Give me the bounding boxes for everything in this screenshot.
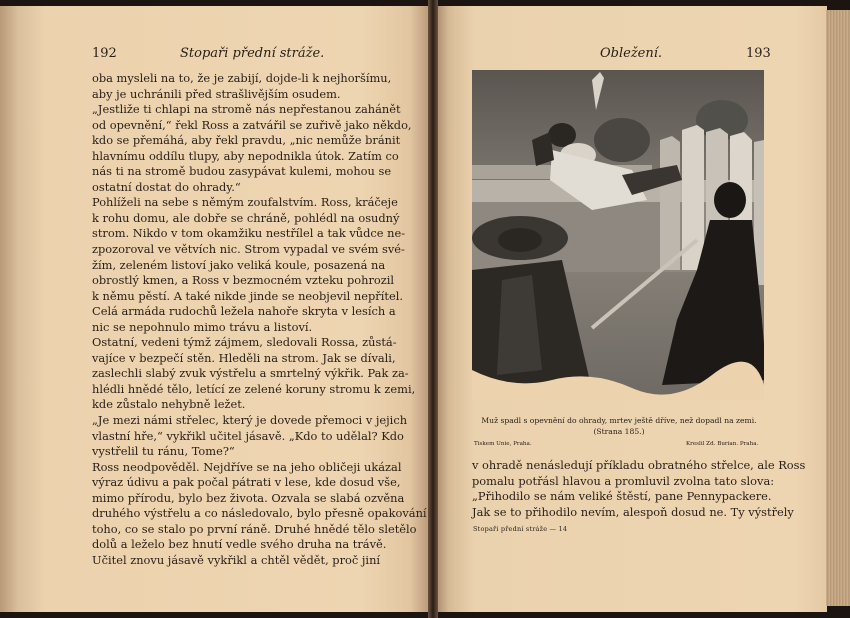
left-body-line: strom. Nikdo v tom okamžiku nestřílel a tak vůdce ne-	[92, 226, 406, 241]
right-page-number: 193	[746, 46, 771, 61]
left-body-line: výraz údivu a pak počal pátrati v lese, kde dosud vše,	[92, 475, 401, 490]
left-body-line: dolů a leželo bez hnutí vedle svého druha na trávě.	[92, 537, 387, 552]
left-body-line: hlavnímu oddílu tlupy, aby nepodnikla útok. Zatím co	[92, 148, 399, 163]
left-body-line: žím, zeleném listoví jako veliká koule, posazená na	[92, 257, 386, 272]
left-body-line: k němu pěstí. A také nikde jinde se neobjevil nepřítel.	[92, 288, 403, 303]
left-body-line: vajíce v bezpečí stěn. Hleděli na strom. Jak se dívali,	[92, 350, 396, 365]
left-body-line: obrostlý kmen, a Ross v bezmocném vzteku pohrozil	[92, 273, 395, 288]
left-body-line: mimo přírodu, bylo bez života. Ozvala se slabá ozvěna	[92, 490, 405, 505]
left-body-line: od opevnění,“ řekl Ross a zatvářil se zuřivě jako někdo,	[92, 117, 412, 132]
left-body-line: vlastní hře,“ vykřikl učitel jásavě. „Kdo to udělal? Kdo	[92, 428, 404, 443]
left-body-line: zaslechli slabý zvuk výstřelu a smrtelný výkřik. Pak za-	[92, 366, 409, 381]
left-running-title: Stopaři přední stráže.	[180, 46, 325, 61]
right-body-line: „Přihodilo se nám veliké štěstí, pane Pennypackere.	[472, 489, 772, 504]
right-body-text	[472, 458, 806, 520]
left-body-line: ostatní dostat do ohrady.“	[92, 179, 241, 194]
left-page-number: 192	[92, 46, 117, 61]
left-body-line: Pohlíželi na sebe s němým zoufalstvím. Ross, kráčeje	[92, 195, 398, 210]
right-running-title: Obležení.	[600, 46, 663, 61]
book-gutter	[428, 0, 438, 618]
left-body-line: druhého výstřelu a co následovalo, bylo přesně opakování	[92, 506, 427, 521]
right-body-line: pomalu potřásl hlavou a promluvil zvolna tato slova:	[472, 473, 775, 488]
right-body-line: v ohradě nenásledují příkladu obratného střelce, ale Ross	[472, 458, 806, 472]
left-body-line: Ross neodpověděl. Nejdříve se na jeho obličeji ukázal	[92, 459, 402, 474]
left-body-line: toho, co se stalo po první ráně. Druhé hnědé tělo sletělo	[92, 521, 417, 536]
left-body-line: nic se nepohnulo mimo trávu a listoví.	[92, 319, 313, 334]
right-page-header	[746, 46, 771, 61]
left-body-line: aby je uchránili před strašlivějším osudem.	[92, 86, 341, 101]
illustration	[472, 70, 764, 400]
left-body-line: zpozoroval ve větvích nic. Strom vypadal ve svém své-	[92, 242, 405, 257]
left-body-line: Učitel znovu jásavě vykřikl a chtěl vědět, proč jiní	[92, 552, 381, 567]
left-body-line: k rohu domu, ale dobře se chráně, pohlédl na osudný	[92, 210, 400, 225]
tree-icon	[594, 118, 650, 162]
left-body-line: kde zůstalo nehybně ležet.	[92, 397, 246, 412]
left-body-line: „Je mezi námi střelec, který je dovede přemoci v jejich	[92, 413, 408, 428]
right-body-line: Jak se to přihodilo nevím, alespoň dosud ne. Ty výstřely	[472, 504, 794, 519]
left-body-line: Celá armáda rudochů ležela nahoře skryta v lesích a	[92, 304, 396, 319]
illustration-caption: Muž spadl s opevnění do ohrady, mrtev ještě dříve, než dopadl na zemi. (Strana 185.)	[481, 416, 757, 436]
left-running-title-wrap	[180, 46, 324, 61]
credit-illustrator: Kreslil Zd. Burian. Praha.	[686, 441, 759, 447]
left-body-line: nás ti na stromě budou zasypávat kulemi, mohou se	[92, 164, 392, 179]
left-body-line: „Jestliže ti chlapi na stromě nás nepřestanou zahánět	[92, 102, 401, 117]
left-body-line: hlédli hnědé tělo, letící ze zelené koruny stromu k zemi,	[92, 381, 416, 396]
right-running-title-wrap	[600, 46, 662, 61]
footer-signature: Stopaři přední stráže — 14	[473, 525, 568, 533]
left-body-line: Ostatní, vedeni týmž zájmem, sledovali Rossa, zůstá-	[92, 335, 397, 350]
left-body-line: vystřelil tu ránu, Tome?“	[92, 444, 235, 459]
left-body-line: kdo se přemáhá, aby řekl pravdu, „nic nemůže bránit	[92, 133, 401, 148]
left-body-text	[92, 71, 427, 569]
left-body-line: oba mysleli na to, že je zabijí, dojde-li k nejhoršímu,	[92, 71, 392, 85]
page-edges	[826, 10, 850, 606]
left-page-header	[92, 46, 117, 61]
credit-printer: Tiskem Unie, Praha.	[474, 441, 532, 447]
